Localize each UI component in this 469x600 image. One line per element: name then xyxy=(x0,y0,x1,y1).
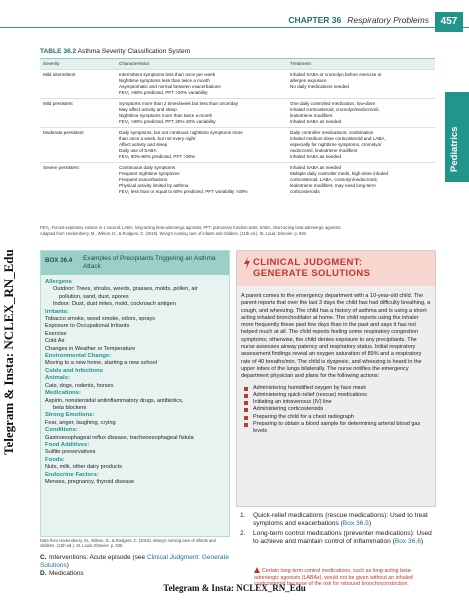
header-rule xyxy=(0,27,469,28)
severity-cell: Mild persistent xyxy=(40,99,116,128)
treatment-cell xyxy=(287,99,435,128)
clinical-judgment-box xyxy=(236,250,436,507)
action-text: Preparing to obtain a blood sample for determining arterial blood gas levels xyxy=(253,421,421,435)
column-header: Treatment xyxy=(287,59,435,70)
box-list-item: beta blockers xyxy=(53,404,87,411)
characteristics-cell-line: Physical activity limited by asthma xyxy=(119,183,189,188)
box-list-item: Tobacco smoke, wood smoke, odors, sprays xyxy=(45,316,156,323)
box-category-heading: Allergens xyxy=(45,279,72,285)
bullet-icon xyxy=(244,394,248,398)
characteristics-cell-line: Asymptomatic and normal between exacerbations xyxy=(119,84,221,89)
treatment-cell-line: Inhaled SABA or cromolyn before exercise or xyxy=(290,72,382,77)
treatment-cell-line: No daily medications needed xyxy=(290,84,349,89)
characteristics-cell-line: FEV₁ >80% predicted, PFT >20% variability xyxy=(119,90,208,95)
treatment-cell-line: Daily controller medications; combination xyxy=(290,130,374,135)
treatment-cell xyxy=(287,128,435,163)
precipitants-box xyxy=(40,250,230,537)
box-list-item: Sulfite preservatives xyxy=(45,449,96,456)
box-title: Examples of Precipitants Triggering an Asthma Attack xyxy=(83,255,216,270)
table-row xyxy=(40,128,435,163)
outline-label: C. xyxy=(40,554,47,561)
medication-types-list xyxy=(240,512,435,548)
box-category-heading: Conditions: xyxy=(45,427,78,434)
list-text: ) xyxy=(368,520,372,528)
running-head xyxy=(288,15,429,25)
characteristics-cell-line: Nighttime symptoms less than twice a month xyxy=(119,78,210,83)
treatment-cell-line: Multiple daily controller meds, high-dose inhaled xyxy=(290,171,389,176)
box-list-item: Aspirin, nonsteroidal antiinflammatory drugs, antibiotics, xyxy=(45,397,184,404)
treatment-cell-line: especially for nighttime symptoms, cromolyn/ xyxy=(290,142,382,147)
box-number: BOX 36.4 xyxy=(45,257,73,264)
table-row xyxy=(40,163,435,198)
treatment-cell-line: leukotriene modifiers; may need long-term xyxy=(290,183,376,188)
box-list-item: Exercise xyxy=(45,330,67,337)
table-caption xyxy=(40,48,190,55)
treatment-cell-line: corticosteroids xyxy=(290,189,320,194)
box-list-item: Indoor: Dust, dust mites, mold, cockroach antigen xyxy=(53,301,176,308)
action-text: Preparing the child for a chest radiograph xyxy=(253,413,354,420)
treatment-cell-line: inhaled medium-dose corticosteroid and LABA, xyxy=(290,136,386,141)
outline-item-c xyxy=(40,554,230,570)
severity-cell: Mild intermittent xyxy=(40,70,116,99)
case-scenario: A parent comes to the emergency department with a 10-year-old child. The parent reports that over the last 3 days the child has had difficulty breathing, a cough, and wheezing. The child has a history of asthma and is using a short-acting inhaled bronchodilator at home. The child reports using the inhaler more frequently these past few days than in the past and says it has not helped much at all. The child reports feeling some respiratory congestion symptoms; otherwise, the child denies exposure to any precipitants. The nurse assesses airway patency and respiratory status. Initial respiratory assessment findings reveal an oxygen saturation of 89% and a respiratory rate of 40 breaths/min. The child is dyspneic, and wheezing is heard in the upper lobes of the lungs bilaterally. The nurse notifies the emergency department physician and plans for the following actions: xyxy=(241,293,431,380)
box-category-heading: Endocrine Factors: xyxy=(45,471,99,478)
action-item xyxy=(241,399,431,406)
list-item xyxy=(240,512,435,529)
characteristics-cell-line: Intermittent symptoms less than once per week xyxy=(119,72,215,77)
table-source: Adapted from Hockenberry, M., Wilson, D., & Rodgers, C. (2019). Wong's nursing care of infants and children. (11th ed.). St. Louis: Elsevier. p. 930. xyxy=(40,230,307,236)
action-item xyxy=(241,392,431,399)
characteristics-cell-line: Frequent exacerbations xyxy=(119,177,168,182)
outline-items xyxy=(40,554,230,579)
box-category-heading: Irritants: xyxy=(45,308,69,315)
page-header xyxy=(0,0,469,36)
outline-text: ) xyxy=(66,562,69,570)
outline-item-d xyxy=(40,570,230,578)
characteristics-cell xyxy=(116,163,287,198)
bullet-icon xyxy=(244,401,248,405)
list-number: 1. xyxy=(240,512,246,519)
treatment-cell-line: Inhaled SABA as needed xyxy=(290,119,342,124)
characteristics-cell xyxy=(116,70,287,99)
action-text: Administering corticosteroids xyxy=(253,406,324,413)
bullet-icon xyxy=(244,423,248,427)
box-category-heading: Colds and Infections xyxy=(45,367,103,374)
section-tab-label: Pediatrics xyxy=(449,126,460,172)
list-text: ) xyxy=(420,538,424,546)
box-category-heading: Environmental Change: xyxy=(45,353,112,360)
treatment-cell-line: allergen exposure xyxy=(290,78,327,83)
characteristics-cell xyxy=(116,128,287,163)
box-list-item: Gastroesophageal reflux disease, tracheoesophageal fistula xyxy=(45,434,194,441)
box-header xyxy=(41,251,229,275)
severity-cell: Moderate persistent xyxy=(40,128,116,163)
actions-list xyxy=(241,385,431,436)
treatment-cell-line: Inhaled SABA as needed xyxy=(290,154,342,159)
clinical-judgment-title-line: CLINICAL JUDGMENT: xyxy=(253,257,363,268)
vertical-watermark: Telegram & Insta: NCLEX_RN_Edu xyxy=(1,249,16,455)
box-category-heading: Foods: xyxy=(45,456,65,463)
table-number: TABLE 36.2 xyxy=(40,48,77,55)
lightning-icon xyxy=(243,257,251,272)
box-list-item: pollution, sand, dust, spores xyxy=(59,293,129,300)
box-category-heading: Medications: xyxy=(45,390,82,397)
chapter-label: CHAPTER 36 xyxy=(288,15,342,25)
characteristics-cell-line: Daily use of SABA xyxy=(119,148,157,153)
list-text: Quick-relief medications (rescue medications): Used to treat symptoms and exacerbations ( xyxy=(253,512,428,528)
box-list-item: Outdoor: Trees, shrubs, weeds, grasses, molds, pollen, air xyxy=(53,286,198,293)
clinical-judgment-link[interactable]: Clinical Judgment: Generate Solutions xyxy=(40,554,229,570)
box-36-5-link[interactable]: Box 36.5 xyxy=(342,520,369,528)
table-row xyxy=(40,99,435,128)
box-list-item: Cold Air xyxy=(45,338,65,345)
characteristics-cell-line: May affect activity and sleep xyxy=(119,107,177,112)
page-number: 457 xyxy=(435,12,463,32)
treatment-cell-line: leukotriene modifiers xyxy=(290,113,333,118)
outline-label: D. xyxy=(40,570,47,578)
list-number: 2. xyxy=(240,529,246,537)
table-row xyxy=(40,70,435,99)
clinical-judgment-title xyxy=(253,257,370,279)
box-category-heading: Animals: xyxy=(45,375,70,382)
action-item xyxy=(241,421,431,436)
characteristics-cell-line: FEV₁ less than or equal to 60% predicted, PFT variability >30% xyxy=(119,189,248,194)
warning-text: Certain long-term control medications, such as long-acting beta-adrenergic agonists (LABAs), would not be given without an inhaled corticosteroid because of the risk for rebound bronchoconstriction. xyxy=(254,568,413,588)
action-text: Initiating an intravenous (IV) line xyxy=(253,399,332,406)
treatment-cell-line: inhaled corticosteroid, cromolyn/nedocromil, xyxy=(290,107,380,112)
characteristics-cell-line: FEV₁ >80% predicted, PFT 20%-30% variability xyxy=(119,119,216,124)
treatment-cell-line: One daily controlled medication, low-dose xyxy=(290,101,376,106)
column-header: Severity xyxy=(40,59,116,70)
outline-text: Medications xyxy=(49,570,84,578)
asthma-severity-table xyxy=(40,58,435,197)
action-item xyxy=(241,385,431,392)
action-text: Administering quick-relief (rescue) medications xyxy=(253,391,368,398)
characteristics-cell-line: Continuous daily symptoms xyxy=(119,165,176,170)
box-list-item: Nuts, milk, other dairy products xyxy=(45,464,123,471)
list-item xyxy=(240,530,435,547)
clinical-judgment-body xyxy=(241,293,431,436)
characteristics-cell-line: Daily symptoms, but not continual; nighttime symptoms more xyxy=(119,130,243,135)
table-abbreviations: FEV₁, Forced expiratory volume in 1 second; LABA, long-acting beta-adrenergic agonists; PFT, pulmonary function tests; SABA, short-acting beta-adrenergic agonists. xyxy=(40,225,342,230)
treatment-cell-line: Inhaled SABA as needed xyxy=(290,165,342,170)
clinical-judgment-header xyxy=(237,251,435,286)
bottom-watermark: Telegram & Insta: NCLEX_RN_Edu xyxy=(163,583,306,593)
box-36-6-link[interactable]: Box 36.6 xyxy=(394,538,421,546)
characteristics-cell-line: Affect activity and sleep xyxy=(119,142,168,147)
bullet-icon xyxy=(244,416,248,420)
box-list-item: Changes in Weather or Temperature xyxy=(45,345,136,352)
action-item xyxy=(241,406,431,413)
precipitants-list xyxy=(45,279,225,486)
column-header: Characteristics xyxy=(116,59,287,70)
treatment-cell-line: corticosteroid, LABA, cromolyn/nedocromil, xyxy=(290,177,378,182)
characteristics-cell-line: Symptoms more than 2 times/week but less than once/day xyxy=(119,101,238,106)
box-category-heading: Food Additives: xyxy=(45,441,90,448)
characteristics-cell-line: than once a week, but not every night xyxy=(119,136,196,141)
treatment-cell xyxy=(287,163,435,198)
treatment-cell-line: nedocromil, leukotriene modifiers xyxy=(290,148,358,153)
bullet-icon xyxy=(244,387,248,391)
chapter-title: Respiratory Problems xyxy=(347,15,429,25)
table-footnote xyxy=(40,225,435,236)
box-list-item: Exposure to Occupational Irritants xyxy=(45,323,130,330)
bullet-icon xyxy=(244,408,248,412)
clinical-judgment-title-line: GENERATE SOLUTIONS xyxy=(253,268,371,279)
box-list-item: Fear, anger, laughing, crying xyxy=(45,419,116,426)
box-category-heading: Strong Emotions: xyxy=(45,412,95,419)
box-source: Data from Hockenberry, M., Wilson, D., & Rodgers, C. (2019). Wong's nursing care of infants and children. (11th ed.). St. Louis: Elsevier. p. 930. xyxy=(40,538,216,549)
table-title: Asthma Severity Classification System xyxy=(77,48,191,55)
characteristics-cell-line: FEV₁ 60%-80% predicted, PFT >30% xyxy=(119,154,196,159)
box-list-item: Moving to a new home, starting a new school xyxy=(45,360,157,367)
characteristics-cell-line: Frequent nighttime symptoms xyxy=(119,171,180,176)
box-list-item: Cats, dogs, rodents, horses xyxy=(45,382,114,389)
action-item xyxy=(241,414,431,421)
treatment-cell xyxy=(287,70,435,99)
table-header-row xyxy=(40,59,435,70)
box-list-item: Menses, pregnancy, thyroid disease xyxy=(45,478,135,485)
section-tab xyxy=(445,92,469,182)
list-text: Long-term control medications (preventer medications): Used to achieve and maintain control of inflammation ( xyxy=(253,529,432,546)
action-text: Administering humidified oxygen by face mask xyxy=(253,384,367,391)
characteristics-cell-line: Nighttime symptoms more than twice a month xyxy=(119,113,213,118)
characteristics-cell xyxy=(116,99,287,128)
outline-text: Interventions: Acute episode (see xyxy=(49,554,147,561)
severity-cell: Severe persistent xyxy=(40,163,116,198)
warning-icon xyxy=(254,567,260,573)
